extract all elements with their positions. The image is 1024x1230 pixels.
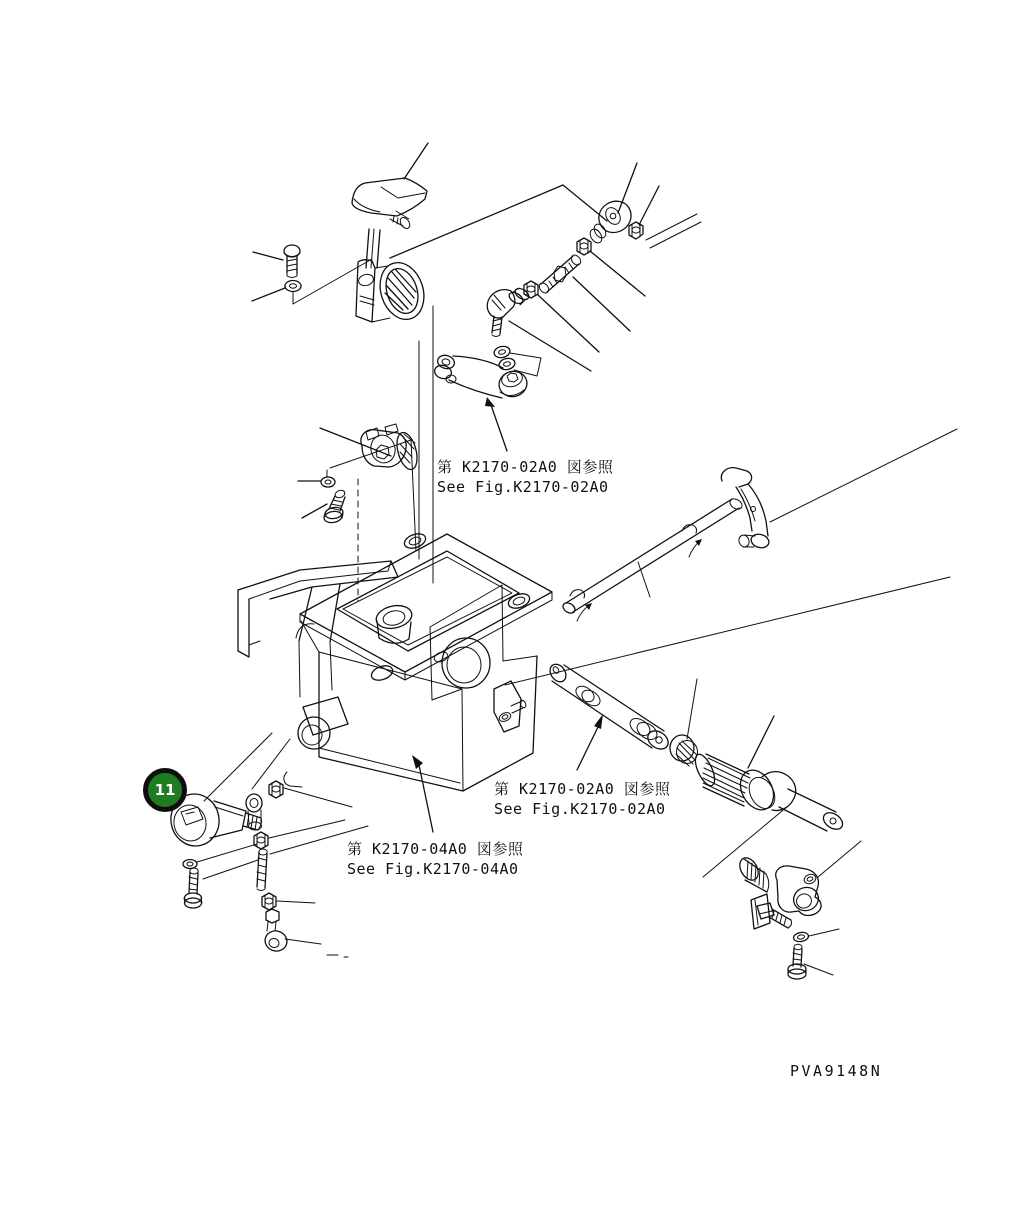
callout-line-jp: 第 K2170-02A0 図参照 — [437, 458, 614, 476]
clevis-assembly — [736, 841, 861, 979]
clevis-bolt — [757, 903, 792, 928]
callout-ref-lower-shaft — [494, 779, 670, 819]
elbow-fitting — [487, 286, 591, 371]
callout-line-jp: 第 K2170-04A0 図参照 — [347, 840, 524, 858]
part-number-badge — [143, 768, 187, 812]
rod-end-and-fasteners — [524, 163, 701, 352]
callout-line-jp: 第 K2170-02A0 図参照 — [494, 780, 671, 798]
callout-line-en: See Fig.K2170-02A0 — [437, 478, 609, 496]
drawing-code: PVA9148N — [790, 1062, 883, 1080]
rod-bracket — [721, 468, 770, 550]
callout-ref-upper-link — [437, 457, 613, 497]
knurled-plug — [670, 679, 698, 766]
rod-end-eye — [246, 794, 262, 830]
side-tab — [494, 681, 527, 732]
callout-arrow-valve-box — [412, 755, 423, 769]
lower-bolt — [788, 944, 806, 979]
lever-arm-11-group — [167, 733, 368, 957]
control-rod — [561, 429, 957, 621]
part-number-badge-label: 11 — [154, 781, 176, 799]
mount-bolt-and-washer — [252, 245, 372, 304]
stepped-shaft — [547, 661, 672, 770]
callout-arrow-link-arm — [485, 397, 495, 407]
callout-line-en: See Fig.K2170-02A0 — [494, 800, 666, 818]
u-bracket — [238, 561, 398, 697]
flange-bolt — [184, 868, 202, 908]
grip-lever — [691, 716, 845, 877]
knurled-stub — [736, 855, 769, 892]
pedal-assembly — [352, 143, 607, 601]
link-arm — [433, 354, 530, 451]
eye-bolt — [263, 909, 289, 954]
clamp-cap-group — [298, 424, 421, 551]
callout-ref-valve-box — [347, 839, 523, 879]
left-port — [298, 697, 348, 749]
callout-line-en: See Fig.K2170-04A0 — [347, 860, 519, 878]
